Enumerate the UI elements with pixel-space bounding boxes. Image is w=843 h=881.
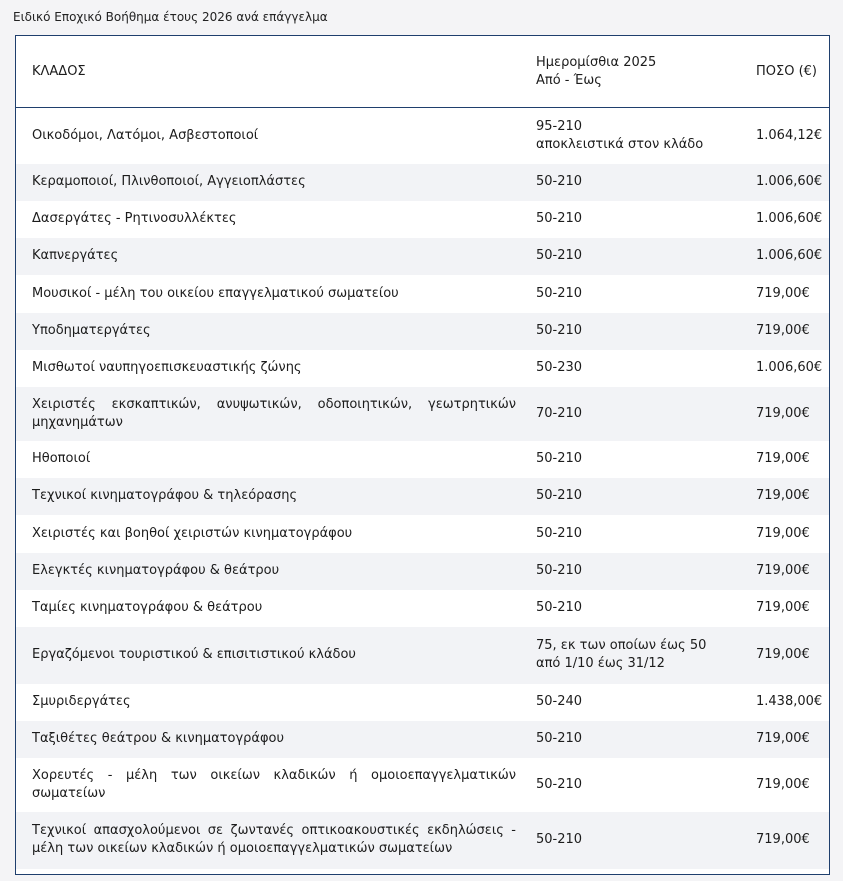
cell-sector: Οικοδόμοι, Λατόμοι, Ασβεστοποιοί xyxy=(32,127,259,143)
cell-days xyxy=(532,164,746,201)
cell-sector: Ελεγκτές κινηματογράφου & θεάτρου xyxy=(32,563,280,578)
table-row xyxy=(16,684,829,721)
table-row xyxy=(16,164,829,201)
cell-sector: Χορευτές - μέλη των οικείων κλαδικών ή ομοιοεπαγγελματικών σωματείων xyxy=(32,767,516,801)
cell-days xyxy=(532,553,746,590)
table-row xyxy=(16,387,829,441)
benefit-table xyxy=(16,36,829,869)
cell-sector: Υποδηματεργάτες xyxy=(32,323,151,338)
cell-amount: 719,00€ xyxy=(756,731,810,746)
table-row xyxy=(16,515,829,553)
cell-sector: Ηθοποιοί xyxy=(32,451,91,466)
cell-amount: 1.064,12€ xyxy=(756,127,823,143)
table-row xyxy=(16,758,829,812)
table-row xyxy=(16,590,829,627)
cell-days xyxy=(532,387,746,441)
cell-days xyxy=(532,108,746,164)
cell-days-range: 50-210 xyxy=(536,488,583,503)
cell-days xyxy=(532,350,746,387)
cell-days-range: 50-210 xyxy=(536,323,583,338)
cell-days-range: 50-210 xyxy=(536,248,583,263)
header-days xyxy=(532,36,746,108)
cell-days-note: αποκλειστικά στον κλάδο xyxy=(536,136,704,152)
table-row xyxy=(16,108,829,164)
cell-sector: Χειριστές εκσκαπτικών, ανυψωτικών, οδοποιητικών, γεωτρητικών μηχανημάτων xyxy=(32,396,516,430)
cell-days xyxy=(532,201,746,238)
table-row xyxy=(16,441,829,478)
cell-sector: Ταξιθέτες θεάτρου & κινηματογράφου xyxy=(32,731,285,746)
table-caption: Ειδικό Εποχικό Βοήθημα έτους 2026 ανά επάγγελμα xyxy=(13,10,328,24)
cell-days xyxy=(532,721,746,758)
cell-sector: Ταμίες κινηματογράφου & θεάτρου xyxy=(32,600,263,615)
cell-sector: Τεχνικοί κινηματογράφου & τηλεόρασης xyxy=(32,488,298,503)
cell-days-note: από 1/10 έως 31/12 xyxy=(536,656,665,671)
cell-amount: 1.006,60€ xyxy=(756,211,823,226)
cell-days xyxy=(532,758,746,812)
cell-days-range: 50-230 xyxy=(536,360,583,375)
header-days-line2: Από - Έως xyxy=(536,72,602,88)
cell-amount: 719,00€ xyxy=(756,285,810,301)
table-row xyxy=(16,627,829,684)
cell-days xyxy=(532,515,746,553)
cell-amount: 719,00€ xyxy=(756,525,810,541)
cell-days xyxy=(532,684,746,721)
cell-days-range: 50-210 xyxy=(536,563,583,578)
header-amount: ΠΟΣΟ (€) xyxy=(746,36,829,108)
cell-days-range: 75, εκ των οποίων έως 50 xyxy=(536,638,707,653)
cell-days-range: 50-210 xyxy=(536,731,583,746)
cell-days-range: 50-210 xyxy=(536,525,583,541)
cell-days-range: 70-210 xyxy=(536,405,583,421)
table-row xyxy=(16,553,829,590)
cell-sector: Μισθωτοί ναυπηγοεπισκευαστικής ζώνης xyxy=(32,360,302,375)
cell-sector: Χειριστές και βοηθοί χειριστών κινηματογράφου xyxy=(32,525,353,541)
cell-days xyxy=(532,478,746,515)
cell-sector: Τεχνικοί απασχολούμενοι σε ζωντανές οπτικοακουστικές εκδηλώσεις - μέλη των οικείων κλαδικών ή ομοιοεπαγγελματικών σωματείων xyxy=(32,823,516,856)
table-body xyxy=(16,108,829,869)
cell-days xyxy=(532,627,746,684)
cell-amount: 719,00€ xyxy=(756,647,810,662)
cell-days xyxy=(532,441,746,478)
cell-amount: 719,00€ xyxy=(756,488,810,503)
cell-sector: Εργαζόμενοι τουριστικού & επισιτιστικού κλάδου xyxy=(32,647,356,662)
cell-amount: 719,00€ xyxy=(756,451,810,466)
cell-days xyxy=(532,590,746,627)
table-row xyxy=(16,721,829,758)
cell-amount: 719,00€ xyxy=(756,600,810,615)
cell-amount: 719,00€ xyxy=(756,405,810,421)
cell-days-range: 50-210 xyxy=(536,600,583,615)
cell-days-range: 50-210 xyxy=(536,174,583,189)
cell-days-range: 50-210 xyxy=(536,285,583,301)
cell-amount: 1.006,60€ xyxy=(756,174,823,189)
cell-amount: 719,00€ xyxy=(756,776,810,792)
cell-amount: 1.006,60€ xyxy=(756,248,823,263)
cell-days xyxy=(532,275,746,313)
cell-amount: 1.006,60€ xyxy=(756,360,823,375)
cell-amount: 719,00€ xyxy=(756,323,810,338)
cell-days-range: 95-210 xyxy=(536,118,583,134)
table-row xyxy=(16,478,829,515)
cell-days-range: 50-210 xyxy=(536,832,583,847)
cell-days-range: 50-240 xyxy=(536,694,583,709)
table-row xyxy=(16,238,829,275)
cell-days xyxy=(532,812,746,869)
header-row xyxy=(16,36,829,108)
cell-sector: Καπνεργάτες xyxy=(32,248,119,263)
header-days-line1: Ημερομίσθια 2025 xyxy=(536,54,657,70)
table-row xyxy=(16,275,829,313)
table-header xyxy=(16,36,829,108)
cell-days xyxy=(532,238,746,275)
cell-days-range: 50-210 xyxy=(536,776,583,792)
cell-sector: Κεραμοποιοί, Πλινθοποιοί, Αγγειοπλάστες xyxy=(32,174,306,189)
cell-days xyxy=(532,313,746,350)
table-row xyxy=(16,313,829,350)
cell-sector: Μουσικοί - μέλη του οικείου επαγγελματικού σωματείου xyxy=(32,285,399,301)
table-row xyxy=(16,201,829,238)
cell-sector: Δασεργάτες - Ρητινοσυλλέκτες xyxy=(32,211,237,226)
cell-days-range: 50-210 xyxy=(536,211,583,226)
table-row xyxy=(16,812,829,869)
table-row xyxy=(16,350,829,387)
cell-amount: 719,00€ xyxy=(756,563,810,578)
cell-sector: Σμυριδεργάτες xyxy=(32,694,131,709)
benefit-table-container xyxy=(15,35,830,875)
cell-days-range: 50-210 xyxy=(536,451,583,466)
header-sector: ΚΛΑΔΟΣ xyxy=(16,36,532,108)
cell-amount: 719,00€ xyxy=(756,832,810,847)
cell-amount: 1.438,00€ xyxy=(756,694,823,709)
